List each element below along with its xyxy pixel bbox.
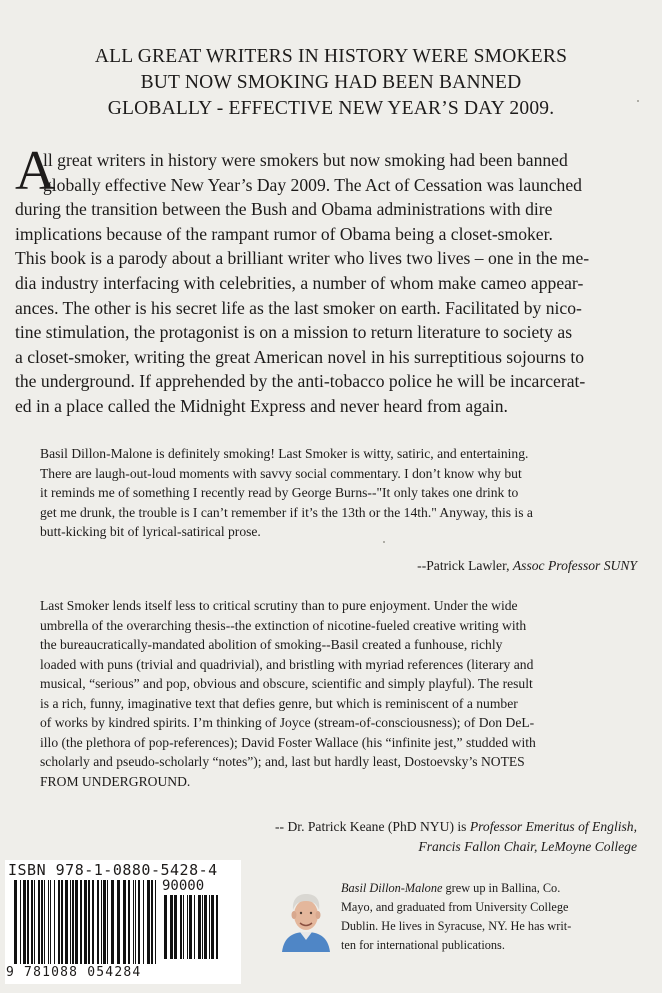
attribution-name: --Patrick Lawler, xyxy=(417,558,513,573)
attribution-affiliation: Francis Fallon Chair, LeMoyne College xyxy=(418,839,637,854)
review-line: the bureaucratically-mandated abolition of smoking--Basil created a funhouse, richly xyxy=(40,637,503,652)
review-lawler xyxy=(40,444,618,542)
headline-line-1: ALL GREAT WRITERS IN HISTORY WERE SMOKERS xyxy=(94,46,568,67)
blurb-line: dia industry interfacing with celebrities, a number of whom make cameo appear- xyxy=(15,272,584,293)
review-line: scholarly and pseudo-scholarly “notes”); and, last but hardly least, Dostoevsky’s NOTES xyxy=(40,754,525,769)
bio-line: ten for international publications. xyxy=(341,938,505,952)
review-lawler-attribution xyxy=(417,556,637,576)
author-photo xyxy=(280,882,332,952)
blurb-line: ed in a place called the Midnight Express and never heard from again. xyxy=(15,395,508,416)
author-bio xyxy=(341,879,641,955)
review-line: it reminds me of something I recently read by George Burns--"It only takes one drink to xyxy=(40,485,519,500)
blurb-line: globally effective New Year’s Day 2009. The Act of Cessation was launched xyxy=(43,174,582,195)
review-line: is a rich, funny, imaginative text that defies genre, but which is reminiscent of a number xyxy=(40,695,518,711)
paper-speck xyxy=(383,541,385,543)
headline xyxy=(40,44,622,122)
review-line: of works by kindred spirits. I’m thinking of Joyce (stream-of-consciousness); of Don DeL- xyxy=(40,715,535,730)
isbn-label: ISBN 978-1-0880-5428-4 xyxy=(8,861,218,879)
blurb-line: ll great writers in history were smokers but now smoking had been banned xyxy=(43,150,568,170)
review-line: FROM UNDERGROUND. xyxy=(40,773,191,789)
review-line: illo (the plethora of pop-references); David Foster Wallace (his “infinite jest,” studded with xyxy=(40,734,536,750)
attribution-title: Professor Emeritus of English, xyxy=(469,819,637,834)
author-name: Basil Dillon-Malone xyxy=(341,881,443,895)
attribution-name: -- Dr. Patrick Keane (PhD NYU) is xyxy=(275,819,470,834)
blurb-line: during the transition between the Bush and Obama administrations with dire xyxy=(15,199,553,220)
paper-speck xyxy=(637,100,639,102)
bio-line: Mayo, and graduated from University College xyxy=(341,900,569,914)
bio-line: Dublin. He lives in Syracuse, NY. He has writ- xyxy=(341,919,572,933)
review-line: musical, “serious” and pop, obvious and obscure, scientific and simply playful). The result xyxy=(40,676,533,691)
blurb-line: implications because of the rampant rumor of Obama being a closet-smoker. xyxy=(15,223,553,244)
book-blurb xyxy=(15,140,643,419)
blurb-line: tine stimulation, the protagonist is on a mission to return literature to society as xyxy=(15,322,573,343)
barcode-digits: 9 781088 054284 xyxy=(6,965,142,980)
review-line: loaded with puns (trivial and quadrivial), and bristling with myriad references (literary and xyxy=(40,656,534,672)
price-code: 90000 xyxy=(162,878,205,894)
review-line: butt-kicking bit of lyrical-satirical prose. xyxy=(40,524,261,539)
blurb-line: ances. The other is his secret life as the last smoker on earth. Facilitated by nico- xyxy=(15,297,582,318)
review-line: Basil Dillon-Malone is definitely smoking! Last Smoker is witty, satiric, and entertaining. xyxy=(40,446,529,461)
review-keane-attribution xyxy=(275,817,637,857)
blurb-line: the underground. If apprehended by the anti-tobacco police he will be incarcerat- xyxy=(15,371,586,392)
headline-line-3: GLOBALLY - EFFECTIVE NEW YEAR’S DAY 2009. xyxy=(107,98,555,119)
review-line: umbrella of the overarching thesis--the extinction of nicotine-fueled creative writing with xyxy=(40,617,527,633)
attribution-title: Assoc Professor SUNY xyxy=(512,558,637,573)
isbn-barcode-icon xyxy=(14,880,156,964)
drop-cap: A xyxy=(15,140,56,202)
review-line: get me drunk, the trouble is I can’t remember if it’s the 13th or the 14th." Anyway, this is a xyxy=(40,504,533,520)
review-line: Last Smoker lends itself less to critical scrutiny than to pure enjoyment. Under the wide xyxy=(40,598,518,613)
blurb-line: a closet-smoker, writing the great American novel in his surreptitious sojourns to xyxy=(15,346,585,367)
review-line: There are laugh-out-loud moments with savvy social commentary. I don’t know why but xyxy=(40,465,522,481)
review-keane xyxy=(40,596,618,791)
price-barcode-icon xyxy=(164,895,220,959)
blurb-line: This book is a parody about a brilliant writer who lives two lives – one in the me- xyxy=(15,248,590,269)
headline-line-2: BUT NOW SMOKING HAD BEEN BANNED xyxy=(140,72,522,93)
bio-line: grew up in Ballina, Co. xyxy=(442,881,561,895)
